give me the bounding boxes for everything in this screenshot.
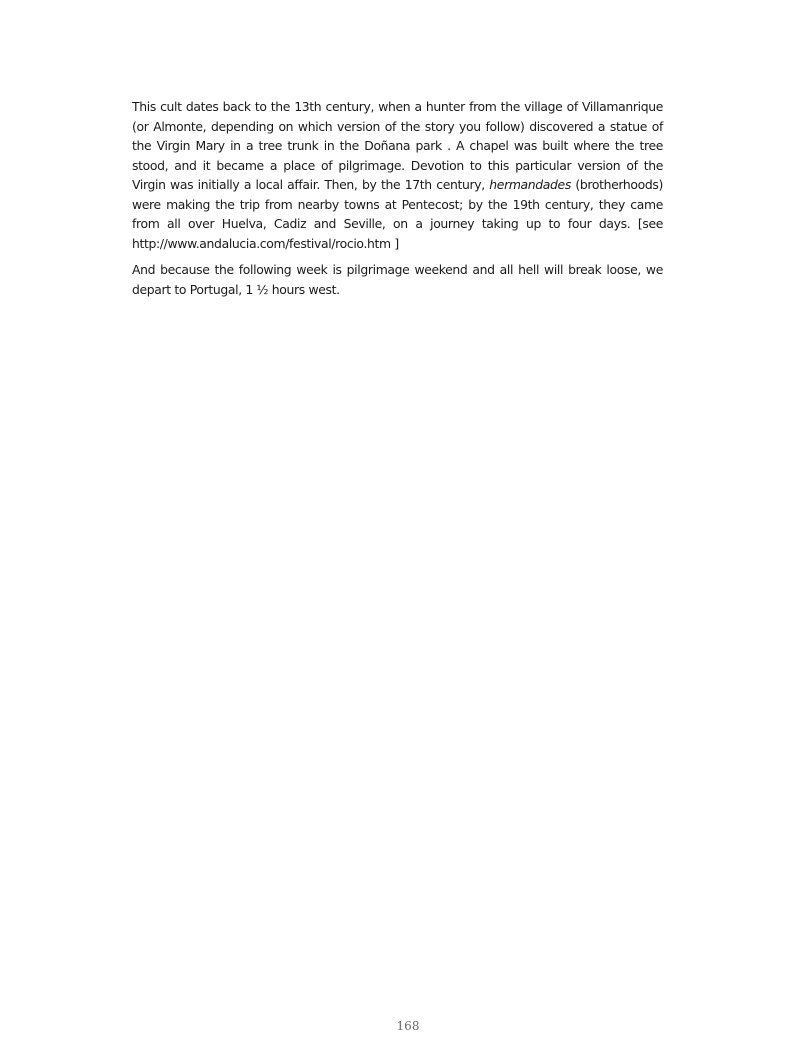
body-text (132, 97, 663, 306)
paragraph-1-part-2: (brotherhoods) were making the trip from nearby towns at Pentecost; by the 19th century, they came from all over Huelva, Cadiz and Seville, on a journey taking up to four days. [see http://www.andalucia.com/festival/rocio.htm ] (132, 177, 663, 251)
paragraph-departure: And because the following week is pilgrimage weekend and all hell will break loose, we depart to Portugal, 1 ½ hours west. (132, 262, 663, 297)
hermandades-term: hermandades (489, 177, 571, 192)
page-number: 168 (396, 1019, 420, 1033)
paragraph-rocio-history (132, 97, 663, 253)
paragraph-1-part-1: This cult dates back to the 13th century, when a hunter from the village of Villamanrique (or Almonte, depending on which version of the story you follow) discovered a statue of the Virgin Mary in a tree trunk in the Doñana park . A chapel was built where the tree stood, and it became a place of pilgrimage. Devotion to this particular version of the Virgin was initially a local affair. Then, by the 17th century, (132, 99, 663, 192)
